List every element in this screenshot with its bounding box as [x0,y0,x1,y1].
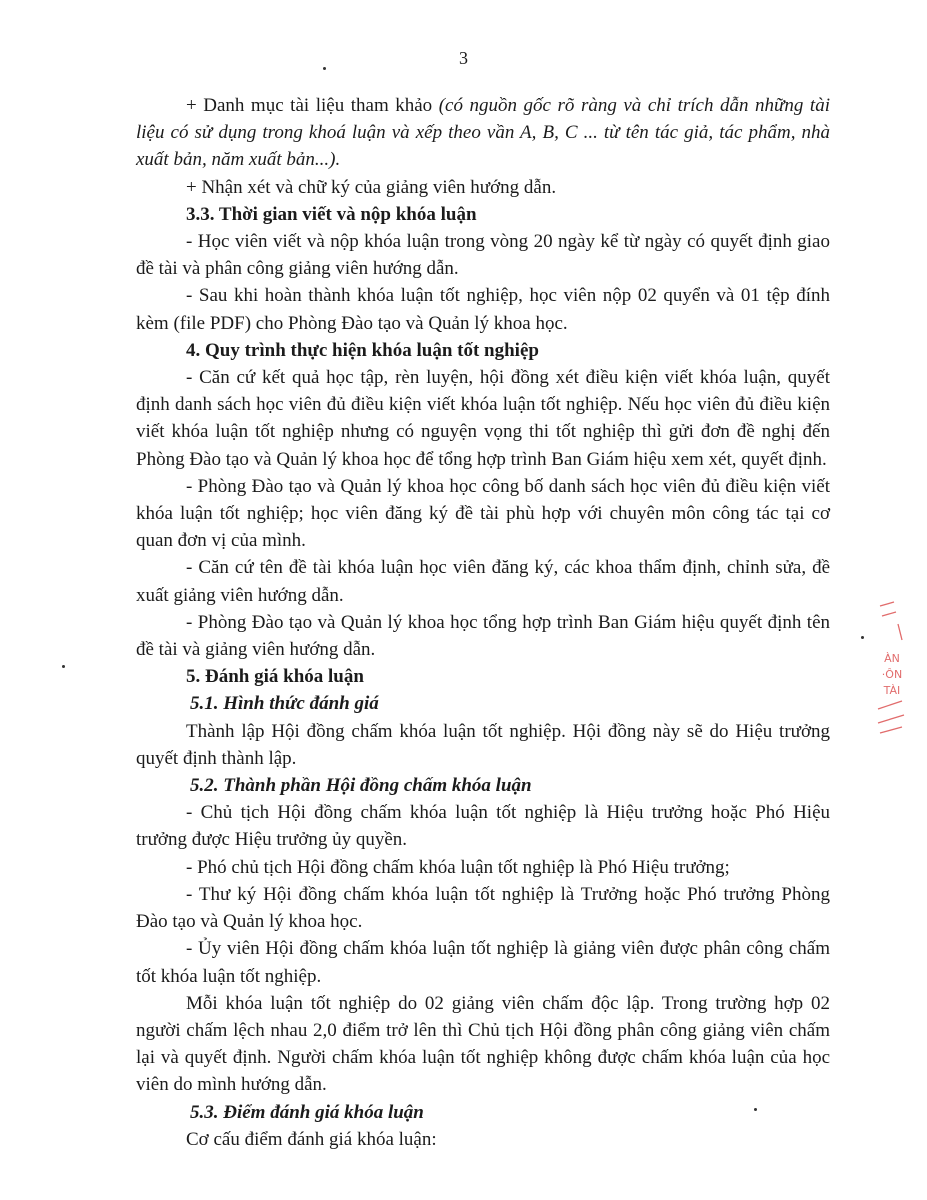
paragraph: - Thư ký Hội đồng chấm khóa luận tốt nghiệp là Trưởng hoặc Phó trưởng Phòng Đào tạo và Quản lý khoa học. [136,883,830,933]
section-heading: 3.3. Thời gian viết và nộp khóa luận [186,203,477,225]
paragraph-span: + Danh mục tài liệu tham khảo [186,95,439,116]
stamp-lines-icon [872,699,912,739]
paragraph: - Phó chủ tịch Hội đồng chấm khóa luận tốt nghiệp là Phó Hiệu trưởng; [186,856,730,878]
paragraph: - Phòng Đào tạo và Quản lý khoa học công bố danh sách học viên đủ điều kiện viết khóa luận tốt nghiệp; học viên đăng ký đề tài phù hợp với chuyên môn công tác tại cơ quan đơn vị của mình. [136,475,830,552]
paragraph: - Phòng Đào tạo và Quản lý khoa học tổng hợp trình Ban Giám hiệu quyết định tên đề tài và giảng viên hướng dẫn. [136,611,830,661]
paragraph: - Căn cứ kết quả học tập, rèn luyện, hội đồng xét điều kiện viết khóa luận, quyết định danh sách học viên đủ điều kiện viết khóa luận tốt nghiệp. Nếu học viên đủ điều kiện viết khóa luận tốt nghiệp nhưng có nguyện vọng thi tốt nghiệp thì gửi đơn đề nghị đến Phòng Đào tạo và Quản lý khoa học để tổng hợp trình Ban Giám hiệu xem xét, quyết định. [136,367,830,470]
paragraph: Thành lập Hội đồng chấm khóa luận tốt nghiệp. Hội đồng này sẽ do Hiệu trưởng quyết định thành lập. [136,720,830,769]
stamp-text-3: TÀI [883,684,901,697]
paragraph: Mỗi khóa luận tốt nghiệp do 02 giảng viên chấm độc lập. Trong trường hợp 02 người chấm lệch nhau 2,0 điểm trở lên thì Chủ tịch Hội đồng phân công giảng viên chấm lại và quyết định. Người chấm khóa luận tốt nghiệp không được chấm khóa luận của học viên do mình hướng dẫn. [136,992,830,1096]
subsection-heading: 5.3. Điểm đánh giá khóa luận [190,1101,424,1123]
scan-speck [323,67,326,70]
section-heading: 4. Quy trình thực hiện khóa luận tốt nghiệp [186,339,539,361]
stamp-text-2: ·ÔN [881,668,903,681]
document-body [136,92,830,1153]
paragraph: - Ủy viên Hội đồng chấm khóa luận tốt nghiệp là giảng viên được phân công chấm tốt khóa luận tốt nghiệp. [136,938,830,987]
paragraph: - Căn cứ tên đề tài khóa luận học viên đăng ký, các khoa thẩm định, chỉnh sửa, đề xuất giảng viên hướng dẫn. [136,557,830,606]
section-heading: 5. Đánh giá khóa luận [186,666,364,688]
paragraph: - Học viên viết và nộp khóa luận trong vòng 20 ngày kể từ ngày có quyết định giao đề tài và phân công giảng viên hướng dẫn. [136,231,830,280]
subsection-heading: 5.2. Thành phần Hội đồng chấm khóa luận [190,775,532,797]
paragraph: + Nhận xét và chữ ký của giảng viên hướng dẫn. [186,176,557,198]
paragraph-span: (có nguồn gốc rõ ràng và chỉ trích dẫn những tài liệu có sử dụng trong khoá luận và xếp theo vần A, B, C ... từ tên tác giả, tác phẩm, nhà xuất bản, năm xuất bản...). [136,95,830,171]
scan-speck [62,665,65,668]
paragraph: - Sau khi hoàn thành khóa luận tốt nghiệp, học viên nộp 02 quyển và 01 tệp đính kèm (file PDF) cho Phòng Đào tạo và Quản lý khoa học. [136,285,830,334]
paragraph [136,92,830,174]
scan-speck [754,1108,757,1111]
stamp-text-1: ÀN [884,652,900,665]
paragraph: Cơ cấu điểm đánh giá khóa luận: [186,1128,437,1150]
stamp-arc-icon [872,600,912,646]
subsection-heading: 5.1. Hình thức đánh giá [190,693,379,715]
scan-speck [861,636,864,639]
red-stamp-fragment [872,600,912,744]
paragraph: - Chủ tịch Hội đồng chấm khóa luận tốt nghiệp là Hiệu trưởng hoặc Phó Hiệu trưởng được Hiệu trưởng ủy quyền. [136,802,830,851]
page-number: 3 [459,48,468,68]
